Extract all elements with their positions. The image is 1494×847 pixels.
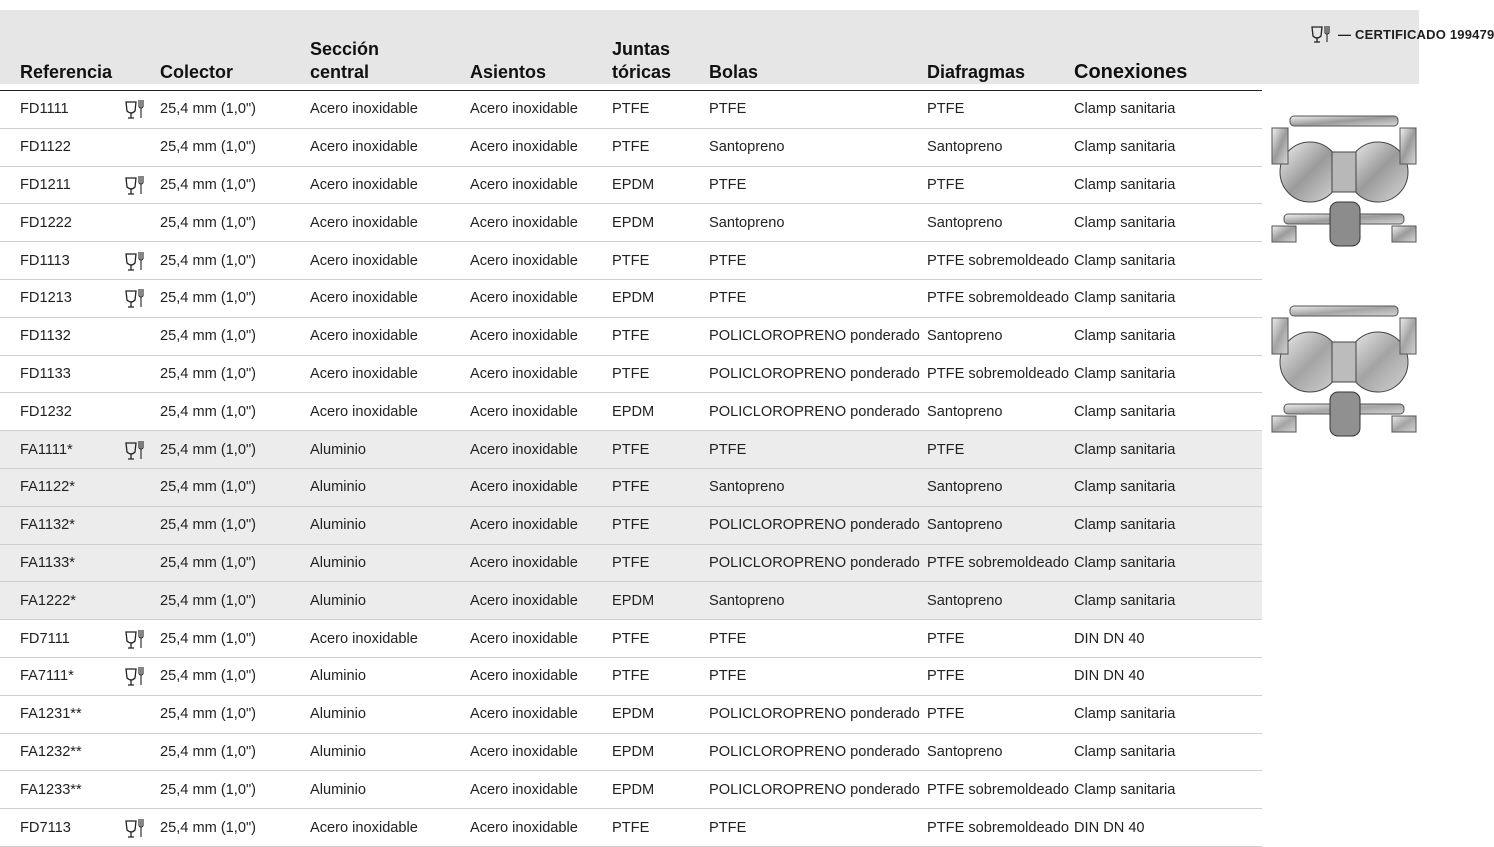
food-grade-icon [124,98,146,120]
cell-bolas: Santopreno [709,582,927,620]
cell-referencia: FA1222* [0,582,115,620]
cell-seccion-central: Aluminio [310,695,470,733]
cell-juntas-toricas: PTFE [612,317,709,355]
table-row [0,582,1262,620]
table-row [0,166,1262,204]
cell-juntas-toricas: EPDM [612,393,709,431]
cell-juntas-toricas: EPDM [612,733,709,771]
cell-colector: 25,4 mm (1,0") [160,204,310,242]
cell-colector: 25,4 mm (1,0") [160,695,310,733]
cell-referencia: FD1122 [0,128,115,166]
cell-colector: 25,4 mm (1,0") [160,620,310,658]
cell-conexiones: Clamp sanitaria [1074,91,1262,129]
cell-bolas: PTFE [709,620,927,658]
table-header-row [0,10,1262,91]
certification-legend [1310,24,1494,44]
cell-cert [115,582,160,620]
table-row [0,620,1262,658]
cell-seccion-central: Aluminio [310,544,470,582]
cell-colector: 25,4 mm (1,0") [160,166,310,204]
cell-cert [115,317,160,355]
cell-conexiones: DIN DN 40 [1074,809,1262,847]
cell-juntas-toricas: EPDM [612,279,709,317]
cell-cert [115,544,160,582]
cell-asientos: Acero inoxidable [470,242,612,280]
cell-referencia: FA1233** [0,771,115,809]
cell-seccion-central: Acero inoxidable [310,620,470,658]
cell-diafragmas: Santopreno [927,506,1074,544]
food-grade-icon [124,174,146,196]
cell-bolas: POLICLOROPRENO ponderado [709,506,927,544]
cell-colector: 25,4 mm (1,0") [160,771,310,809]
cell-diafragmas: PTFE sobremoldeado [927,279,1074,317]
cell-conexiones: Clamp sanitaria [1074,279,1262,317]
cell-asientos: Acero inoxidable [470,657,612,695]
cell-conexiones: Clamp sanitaria [1074,582,1262,620]
cell-bolas: POLICLOROPRENO ponderado [709,393,927,431]
cell-cert [115,204,160,242]
cell-conexiones: Clamp sanitaria [1074,733,1262,771]
cell-diafragmas: PTFE sobremoldeado [927,544,1074,582]
cell-asientos: Acero inoxidable [470,166,612,204]
cell-seccion-central: Acero inoxidable [310,242,470,280]
cell-referencia: FA1132* [0,506,115,544]
table-row [0,468,1262,506]
cell-seccion-central: Acero inoxidable [310,166,470,204]
cell-referencia: FD1232 [0,393,115,431]
header-colector: Colector [160,10,310,91]
food-grade-icon [124,250,146,272]
header-cert-icon [115,10,160,91]
cell-referencia: FA1111* [0,431,115,469]
cell-bolas: Santopreno [709,128,927,166]
table-row [0,544,1262,582]
cell-seccion-central: Aluminio [310,506,470,544]
cell-colector: 25,4 mm (1,0") [160,355,310,393]
header-diafragmas: Diafragmas [927,10,1074,91]
cell-asientos: Acero inoxidable [470,431,612,469]
stainless-pump-image [1270,102,1418,252]
cell-diafragmas: PTFE sobremoldeado [927,242,1074,280]
cell-diafragmas: Santopreno [927,204,1074,242]
header-juntas-toricas [612,10,709,91]
cell-referencia: FD1132 [0,317,115,355]
cell-juntas-toricas: PTFE [612,128,709,166]
cell-seccion-central: Acero inoxidable [310,128,470,166]
table-row [0,657,1262,695]
cell-conexiones: Clamp sanitaria [1074,204,1262,242]
cell-asientos: Acero inoxidable [470,620,612,658]
food-grade-icon [124,817,146,839]
cell-juntas-toricas: PTFE [612,809,709,847]
aluminum-pump-image [1270,292,1418,442]
cell-seccion-central: Aluminio [310,733,470,771]
cell-conexiones: Clamp sanitaria [1074,393,1262,431]
cell-referencia: FD1222 [0,204,115,242]
cell-colector: 25,4 mm (1,0") [160,582,310,620]
cell-bolas: PTFE [709,242,927,280]
cell-asientos: Acero inoxidable [470,544,612,582]
cell-referencia: FA1133* [0,544,115,582]
cell-bolas: Santopreno [709,468,927,506]
cell-asientos: Acero inoxidable [470,771,612,809]
cell-diafragmas: Santopreno [927,317,1074,355]
cell-colector: 25,4 mm (1,0") [160,242,310,280]
cell-diafragmas: PTFE [927,431,1074,469]
cell-diafragmas: PTFE [927,91,1074,129]
cell-diafragmas: PTFE [927,620,1074,658]
cell-cert [115,91,160,129]
cell-colector: 25,4 mm (1,0") [160,657,310,695]
cell-colector: 25,4 mm (1,0") [160,544,310,582]
cell-referencia: FA1122* [0,468,115,506]
table-row [0,431,1262,469]
cell-diafragmas: PTFE sobremoldeado [927,771,1074,809]
cell-seccion-central: Aluminio [310,468,470,506]
table-row [0,242,1262,280]
cell-diafragmas: Santopreno [927,393,1074,431]
table-row [0,91,1262,129]
cell-colector: 25,4 mm (1,0") [160,506,310,544]
cell-referencia: FD1133 [0,355,115,393]
cell-conexiones: DIN DN 40 [1074,657,1262,695]
table-row [0,128,1262,166]
cell-bolas: PTFE [709,431,927,469]
cell-conexiones: Clamp sanitaria [1074,695,1262,733]
cell-juntas-toricas: PTFE [612,468,709,506]
cell-conexiones: DIN DN 40 [1074,620,1262,658]
table-row [0,393,1262,431]
table-row [0,204,1262,242]
header-seccion-central-label: Sección central [310,39,380,82]
table-row [0,733,1262,771]
table-row [0,695,1262,733]
cell-diafragmas: PTFE sobremoldeado [927,809,1074,847]
cell-conexiones: Clamp sanitaria [1074,431,1262,469]
food-grade-icon [124,287,146,309]
cell-asientos: Acero inoxidable [470,279,612,317]
cell-seccion-central: Acero inoxidable [310,317,470,355]
cell-seccion-central: Acero inoxidable [310,91,470,129]
cell-asientos: Acero inoxidable [470,393,612,431]
table-row [0,506,1262,544]
cell-referencia: FD1213 [0,279,115,317]
cell-cert [115,771,160,809]
cell-colector: 25,4 mm (1,0") [160,91,310,129]
cell-diafragmas: Santopreno [927,128,1074,166]
cell-asientos: Acero inoxidable [470,506,612,544]
cell-asientos: Acero inoxidable [470,317,612,355]
cell-referencia: FD7113 [0,809,115,847]
certification-label: — CERTIFICADO 199479 [1338,26,1494,42]
cell-juntas-toricas: EPDM [612,771,709,809]
cell-bolas: PTFE [709,657,927,695]
cell-referencia: FA1232** [0,733,115,771]
table-row [0,809,1262,847]
cell-referencia: FD1113 [0,242,115,280]
table-row [0,279,1262,317]
cell-referencia: FA1231** [0,695,115,733]
header-bolas: Bolas [709,10,927,91]
cell-cert [115,620,160,658]
cell-referencia: FD1111 [0,91,115,129]
cell-juntas-toricas: EPDM [612,582,709,620]
table-row [0,317,1262,355]
cell-diafragmas: PTFE [927,657,1074,695]
cell-diafragmas: Santopreno [927,468,1074,506]
cell-diafragmas: PTFE [927,166,1074,204]
cell-asientos: Acero inoxidable [470,355,612,393]
header-conexiones: Conexiones [1074,10,1262,91]
cell-seccion-central: Aluminio [310,771,470,809]
cell-bolas: POLICLOROPRENO ponderado [709,544,927,582]
cell-colector: 25,4 mm (1,0") [160,809,310,847]
cell-conexiones: Clamp sanitaria [1074,468,1262,506]
cell-seccion-central: Acero inoxidable [310,809,470,847]
cell-asientos: Acero inoxidable [470,91,612,129]
cell-colector: 25,4 mm (1,0") [160,733,310,771]
cell-colector: 25,4 mm (1,0") [160,128,310,166]
cell-conexiones: Clamp sanitaria [1074,544,1262,582]
food-grade-icon [124,439,146,461]
cell-juntas-toricas: EPDM [612,204,709,242]
cell-juntas-toricas: PTFE [612,657,709,695]
cell-conexiones: Clamp sanitaria [1074,242,1262,280]
cell-juntas-toricas: PTFE [612,431,709,469]
cell-conexiones: Clamp sanitaria [1074,355,1262,393]
header-asientos: Asientos [470,10,612,91]
cell-diafragmas: PTFE sobremoldeado [927,355,1074,393]
cell-diafragmas: PTFE [927,695,1074,733]
cell-bolas: PTFE [709,809,927,847]
cell-asientos: Acero inoxidable [470,582,612,620]
table-body [0,91,1262,847]
cell-seccion-central: Aluminio [310,657,470,695]
cell-bolas: PTFE [709,166,927,204]
cell-cert [115,657,160,695]
cell-asientos: Acero inoxidable [470,468,612,506]
header-seccion-central [310,10,470,91]
food-grade-icon [124,665,146,687]
cell-juntas-toricas: PTFE [612,620,709,658]
cell-juntas-toricas: PTFE [612,242,709,280]
cell-colector: 25,4 mm (1,0") [160,279,310,317]
cell-asientos: Acero inoxidable [470,695,612,733]
cell-seccion-central: Acero inoxidable [310,393,470,431]
food-grade-icon [1310,24,1332,44]
cell-cert [115,468,160,506]
table-row [0,771,1262,809]
cell-colector: 25,4 mm (1,0") [160,393,310,431]
cell-diafragmas: Santopreno [927,733,1074,771]
cell-seccion-central: Acero inoxidable [310,204,470,242]
header-referencia: Referencia [0,10,115,91]
cell-referencia: FD1211 [0,166,115,204]
cell-bolas: POLICLOROPRENO ponderado [709,317,927,355]
cell-cert [115,431,160,469]
cell-conexiones: Clamp sanitaria [1074,506,1262,544]
cell-cert [115,166,160,204]
cell-bolas: Santopreno [709,204,927,242]
cell-cert [115,393,160,431]
cell-conexiones: Clamp sanitaria [1074,317,1262,355]
cell-asientos: Acero inoxidable [470,809,612,847]
cell-asientos: Acero inoxidable [470,128,612,166]
cell-colector: 25,4 mm (1,0") [160,431,310,469]
cell-cert [115,809,160,847]
cell-bolas: POLICLOROPRENO ponderado [709,695,927,733]
cell-juntas-toricas: EPDM [612,166,709,204]
cell-cert [115,355,160,393]
cell-cert [115,733,160,771]
cell-seccion-central: Acero inoxidable [310,355,470,393]
cell-cert [115,695,160,733]
cell-cert [115,506,160,544]
table-row [0,355,1262,393]
food-grade-icon [124,628,146,650]
cell-colector: 25,4 mm (1,0") [160,468,310,506]
cell-cert [115,279,160,317]
cell-bolas: POLICLOROPRENO ponderado [709,355,927,393]
cell-juntas-toricas: PTFE [612,91,709,129]
cell-juntas-toricas: PTFE [612,355,709,393]
cell-cert [115,242,160,280]
cell-colector: 25,4 mm (1,0") [160,317,310,355]
cell-asientos: Acero inoxidable [470,204,612,242]
cell-conexiones: Clamp sanitaria [1074,771,1262,809]
cell-diafragmas: Santopreno [927,582,1074,620]
cell-bolas: POLICLOROPRENO ponderado [709,733,927,771]
cell-seccion-central: Acero inoxidable [310,279,470,317]
cell-conexiones: Clamp sanitaria [1074,128,1262,166]
cell-cert [115,128,160,166]
parts-table [0,10,1262,847]
header-juntas-toricas-label: Juntas tóricas [612,39,672,82]
cell-referencia: FD7111 [0,620,115,658]
cell-seccion-central: Aluminio [310,582,470,620]
cell-juntas-toricas: EPDM [612,695,709,733]
cell-referencia: FA7111* [0,657,115,695]
cell-juntas-toricas: PTFE [612,506,709,544]
cell-bolas: POLICLOROPRENO ponderado [709,771,927,809]
cell-asientos: Acero inoxidable [470,733,612,771]
cell-conexiones: Clamp sanitaria [1074,166,1262,204]
cell-bolas: PTFE [709,91,927,129]
cell-juntas-toricas: PTFE [612,544,709,582]
cell-bolas: PTFE [709,279,927,317]
cell-seccion-central: Aluminio [310,431,470,469]
